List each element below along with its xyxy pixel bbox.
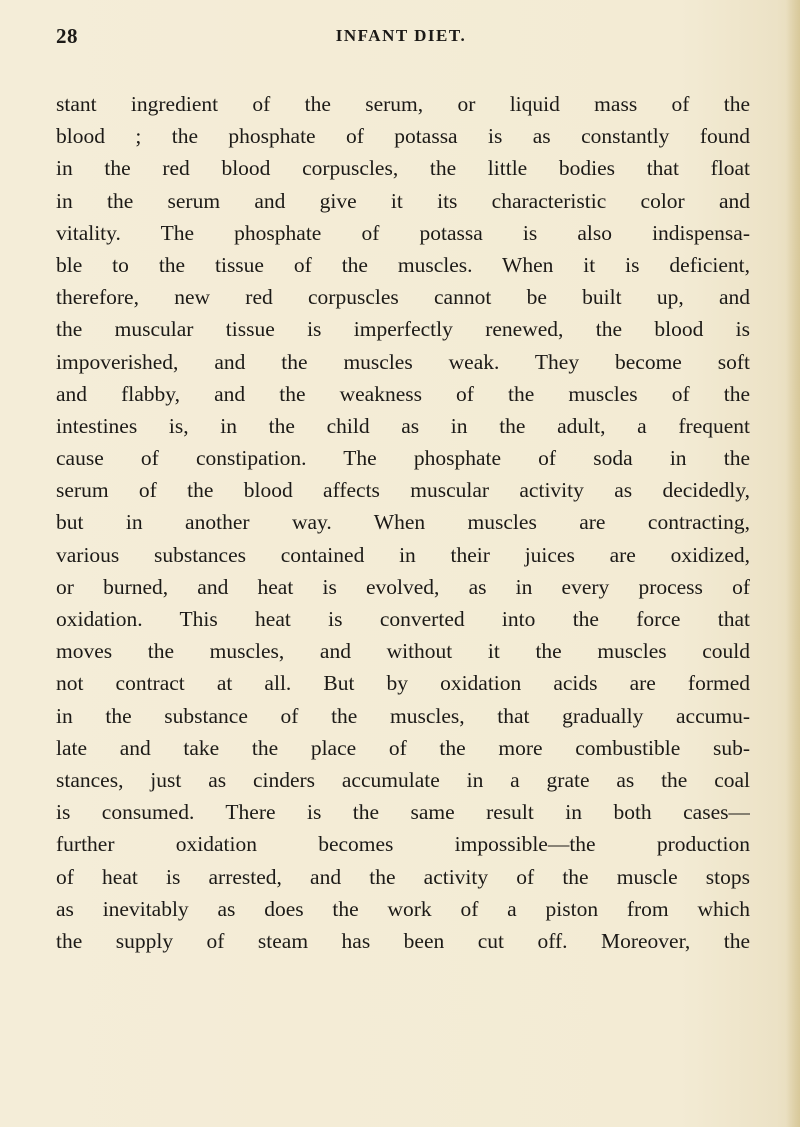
text-line: further oxidation becomes impossible—the production [56,832,750,857]
text-line: vitality. The phosphate of potassa is also indispensa- [56,220,750,245]
text-line: the muscular tissue is imperfectly renewed, the blood is [56,317,750,342]
text-line: not contract at all. But by oxidation acids are formed [56,671,750,696]
body-text [56,88,750,957]
page-number: 28 [56,24,78,48]
text-line: late and take the place of the more combustible sub- [56,735,750,760]
text-line: in the red blood corpuscles, the little bodies that float [56,156,750,181]
text-line: ble to the tissue of the muscles. When it is deficient, [56,252,750,277]
text-line: blood ; the phosphate of potassa is as constantly found [56,124,750,149]
text-line: or burned, and heat is evolved, as in every process of [56,574,750,599]
text-line: in the serum and give it its characteristic color and [56,188,750,213]
text-line: as inevitably as does the work of a piston from which [56,896,750,921]
text-line: the supply of steam has been cut off. Moreover, the [56,928,750,953]
text-line: intestines is, in the child as in the adult, a frequent [56,413,750,438]
text-line: but in another way. When muscles are contracting, [56,510,750,535]
text-line: cause of constipation. The phosphate of soda in the [56,446,750,471]
text-line: serum of the blood affects muscular activity as decidedly, [56,478,750,503]
text-line: impoverished, and the muscles weak. They become soft [56,349,750,374]
text-line: therefore, new red corpuscles cannot be built up, and [56,285,750,310]
text-line: oxidation. This heat is converted into the force that [56,607,750,631]
text-line: and flabby, and the weakness of the muscles of the [56,381,750,406]
text-line: of heat is arrested, and the activity of the muscle stops [56,864,750,889]
text-line: various substances contained in their juices are oxidized, [56,542,750,567]
running-head [56,24,746,52]
text-line: stant ingredient of the serum, or liquid mass of the [56,92,750,116]
running-title: INFANT DIET. [335,26,467,45]
text-line: in the substance of the muscles, that gradually accumu- [56,703,750,728]
text-line: stances, just as cinders accumulate in a grate as the coal [56,767,750,792]
text-line: moves the muscles, and without it the muscles could [56,639,750,664]
page-edge-shadow [786,0,800,1127]
text-line: is consumed. There is the same result in both cases— [56,800,750,825]
